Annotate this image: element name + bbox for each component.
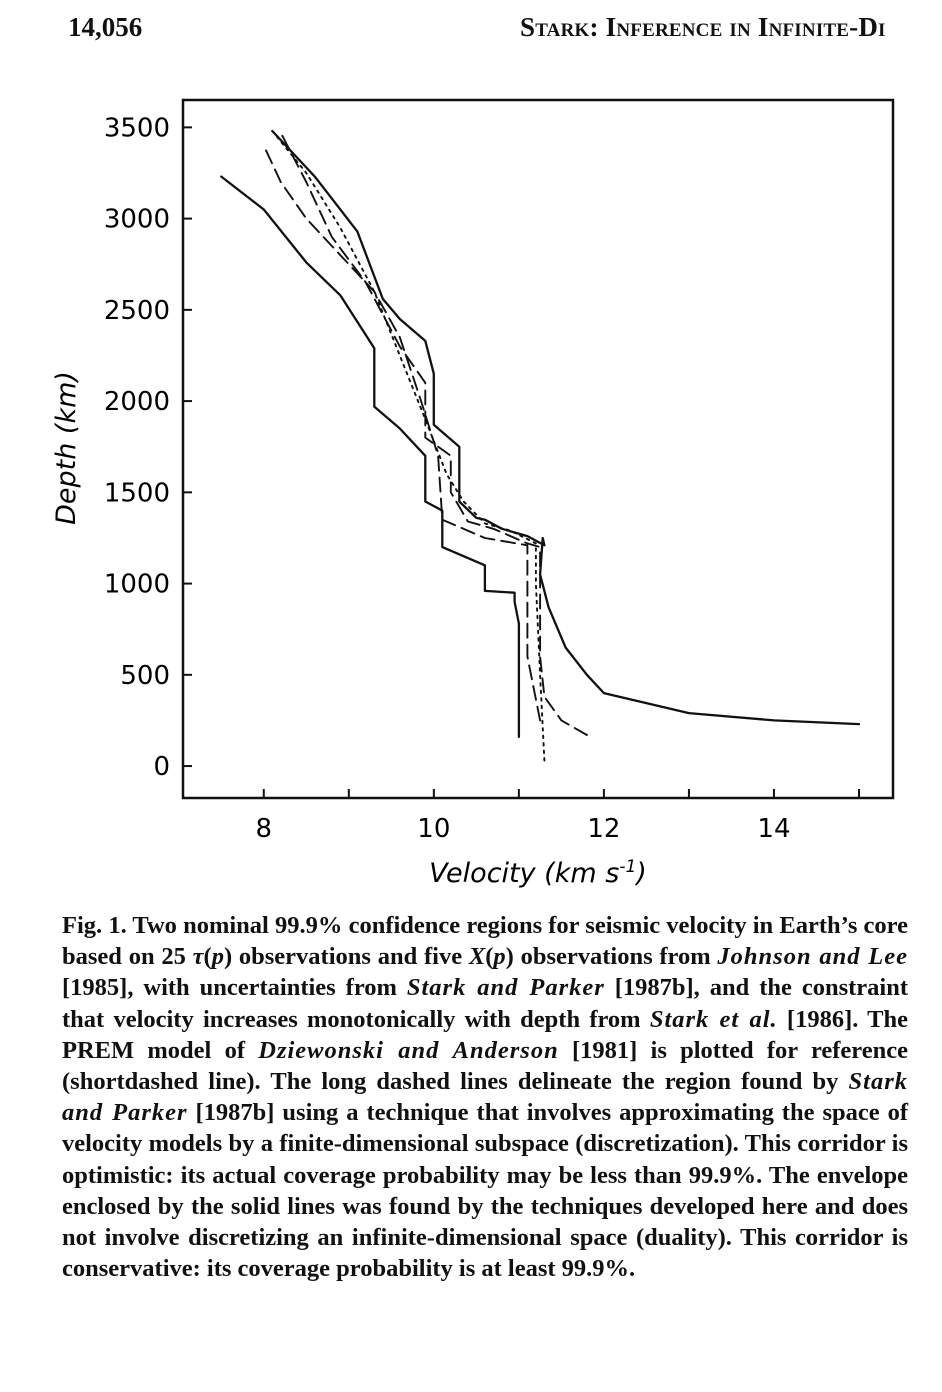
caption-label: Fig. 1. (62, 912, 127, 939)
caption-text: [1985], with uncertainties from (62, 974, 407, 1002)
caption-text: ) observations from (505, 943, 718, 971)
solid-bound-line (221, 177, 519, 737)
long-dashed-bound-line (264, 146, 540, 721)
x-tick-label: 10 (417, 814, 451, 844)
caption-text: [1987b] using a technique that involves approximating the space of velocity models by a finite-dimensional subspace (discretization). This corridor is optimistic: its actual coverage probability may be less than 99.9%. The envelope enclosed by the solid lines was found by the techniques developed here and does not involve discretizing an infinite-dimensional space (duality). This corridor is conservative: its coverage probability is at least 99.9%. (62, 1099, 908, 1283)
x-tick-label: 12 (587, 814, 621, 844)
x-tick-label: 14 (757, 814, 791, 844)
y-tick-label: 2000 (103, 387, 170, 418)
x-tick-label: 8 (255, 814, 273, 844)
velocity-depth-chart (40, 90, 920, 890)
caption-tau: τ (192, 943, 204, 971)
caption-text: [1986]. The PREM model of (62, 1005, 908, 1064)
y-tick-label: 3500 (103, 113, 170, 144)
y-tick-label: 1500 (103, 478, 170, 509)
series-layer (221, 131, 859, 761)
caption-citation: Johnson and Lee (717, 943, 908, 971)
caption-p: p (493, 943, 506, 971)
y-tick-label: 500 (120, 660, 170, 691)
caption-citation: Stark et al. (649, 1005, 778, 1033)
page-number: 14,056 (68, 12, 143, 42)
caption-text: Two nominal 99.9% confidence regions for seismic velocity in Earth’s core based on 25 (62, 912, 908, 971)
y-tick-label: 0 (153, 752, 170, 783)
caption-text: [1987b], and the constraint that velocity increases monotonically with depth from (62, 974, 908, 1033)
plot-frame (183, 100, 893, 798)
figure (40, 90, 920, 890)
y-tick-label: 3000 (103, 204, 170, 235)
caption-x: X (468, 943, 486, 971)
y-axis-label: Depth (km) (51, 371, 82, 525)
caption-citation: Stark and Parker (62, 1068, 908, 1127)
caption-citation: Dziewonski and Anderson (258, 1036, 559, 1064)
y-tick-label: 2500 (103, 295, 170, 326)
figure-caption (62, 910, 908, 1284)
caption-text: ) observations and five (223, 943, 469, 971)
solid-bound-line (272, 131, 859, 724)
caption-citation: Stark and Parker (406, 974, 605, 1002)
running-title: Stark: Inference in Infinite-Di (520, 12, 886, 42)
caption-text: ( (203, 943, 212, 971)
running-head (0, 12, 942, 48)
x-axis-label-tail: ) (636, 858, 647, 889)
x-axis-label-main: Velocity (km s (429, 858, 620, 889)
y-tick-label: 1000 (103, 569, 170, 600)
caption-p: p (211, 943, 224, 971)
caption-text: [1981] is plotted for reference (shortdashed line). The long dashed lines delineate the region found by (62, 1036, 908, 1096)
y-axis (104, 113, 192, 782)
caption-text: ( (485, 943, 494, 971)
long-dashed-bound-line (281, 133, 587, 735)
x-axis-label-exponent: -1 (619, 857, 637, 877)
x-axis-label (429, 857, 647, 889)
